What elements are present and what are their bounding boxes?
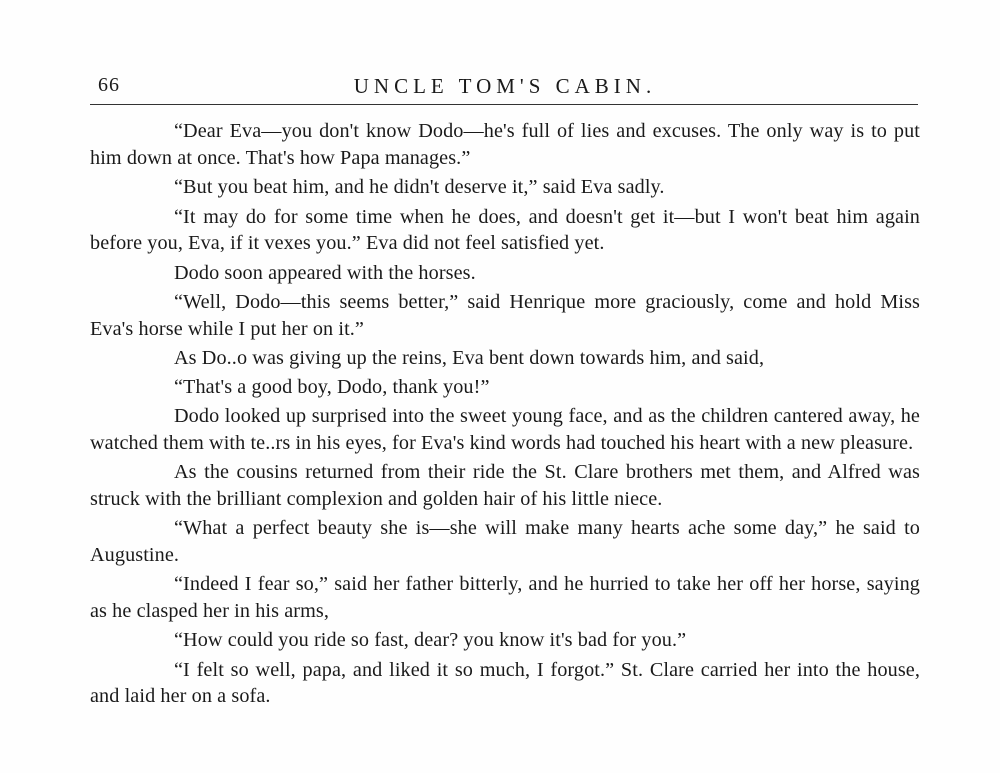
paragraph: As the cousins returned from their ride the St. Clare brothers met them, and Alfred was struck with the brilliant complexion and golden hair of his little niece. bbox=[90, 461, 920, 510]
header-rule bbox=[90, 104, 918, 105]
paragraph: As Do..o was giving up the reins, Eva bent down towards him, and said, bbox=[174, 347, 765, 369]
paragraph: “How could you ride so fast, dear? you know it's bad for you.” bbox=[174, 629, 687, 651]
paragraph: “That's a good boy, Dodo, thank you!” bbox=[174, 375, 490, 398]
paragraph: “What a perfect beauty she is—she will make many hearts ache some day,” he said to Augustine. bbox=[90, 517, 920, 566]
running-head: UNCLE TOM'S CABIN. bbox=[353, 74, 657, 98]
paragraph: “I felt so well, papa, and liked it so much, I forgot.” St. Clare carried her into the house, and laid her on a sofa. bbox=[90, 658, 920, 707]
paragraph: Dodo soon appeared with the horses. bbox=[174, 261, 476, 284]
paragraph: Dodo looked up surprised into the sweet young face, and as the children cantered away, he watched them with te..rs in his eyes, for Eva's kind words had touched his heart with a new pleasure. bbox=[90, 405, 920, 454]
paragraph: “Dear Eva—you don't know Dodo—he's full of lies and excuses. The only way is to put him down at once. That's how Papa manages.” bbox=[90, 120, 920, 169]
paragraph: “Well, Dodo—this seems better,” said Henrique more graciously, come and hold Miss Eva's horse while I put her on it.” bbox=[90, 291, 920, 340]
page-header bbox=[90, 72, 920, 102]
paragraph: “It may do for some time when he does, and doesn't get it—but I won't beat him again before you, Eva, if it vexes you.” Eva did not feel satisfied yet. bbox=[90, 205, 920, 254]
page-number: 66 bbox=[98, 74, 120, 96]
body-text bbox=[90, 118, 920, 713]
paragraph: “Indeed I fear so,” said her father bitterly, and he hurried to take her off her horse, saying as he clasped her in his arms, bbox=[90, 573, 920, 622]
paragraph: “But you beat him, and he didn't deserve it,” said Eva sadly. bbox=[174, 176, 665, 198]
